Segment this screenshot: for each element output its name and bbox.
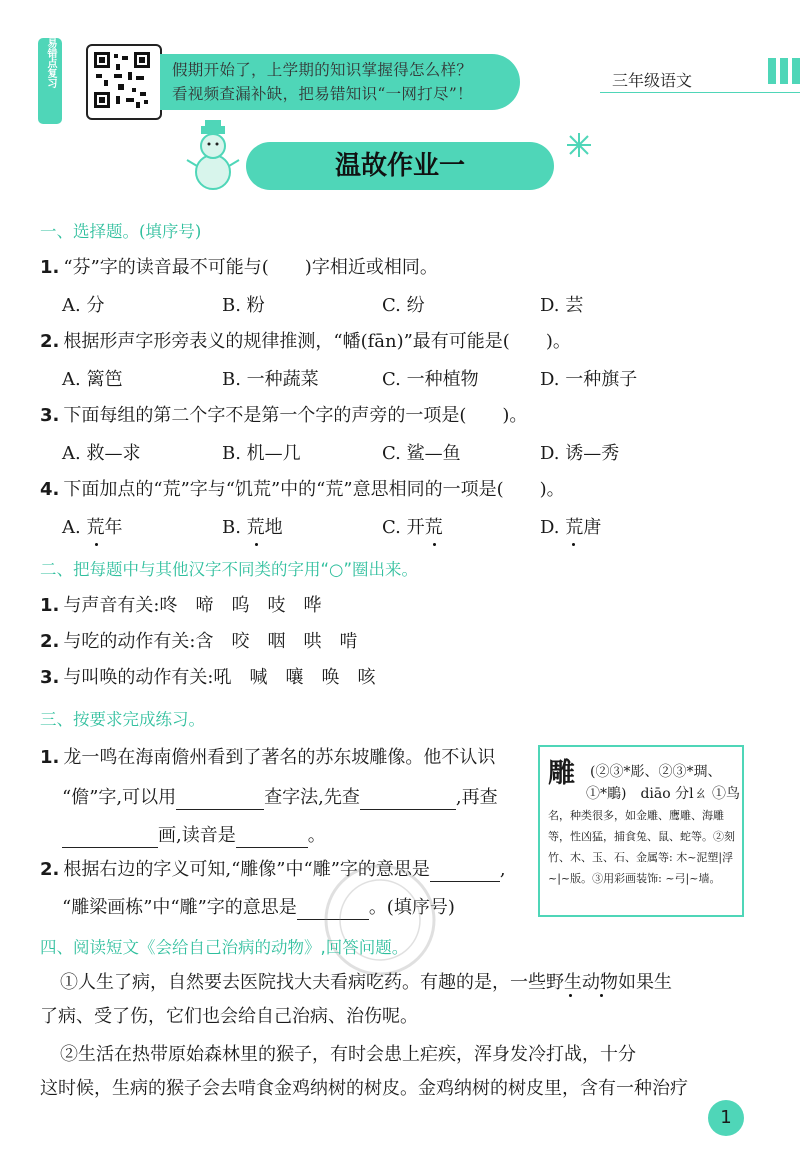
q2-option-d: D. 一种旗子 (540, 369, 638, 390)
dict-variants: (②③*彫、②③*琱、 (590, 764, 722, 780)
q1-option-a: A. 分 (62, 295, 105, 316)
emphasis-dot (572, 543, 575, 546)
section3-heading: 三、按要求完成练习。 (40, 710, 205, 729)
stamp-watermark (320, 860, 440, 980)
s3-q2-line1: 2. 根据右边的字义可知,“雕像”中“雕”字的意思是 , (40, 859, 506, 880)
question-4: 4. 下面加点的“荒”字与“饥荒”中的“荒”意思相同的一项是( )。 (40, 479, 565, 500)
dict-pinyin: ①*鵰) diāo 分lㄠ ①鸟 (586, 786, 741, 802)
side-tab: 易错点复习 (38, 38, 62, 124)
section1-heading: 一、选择题。(填序号) (40, 222, 202, 241)
snowman-icon (183, 120, 243, 192)
emphasis-dot (255, 543, 258, 546)
answer-blank[interactable] (430, 863, 500, 882)
banner-line1: 假期开始了，上学期的知识掌握得怎么样？ (172, 61, 473, 79)
passage-p1-line2: 了病、受了伤，它们也会给自己治病、治伤呢。 (40, 1006, 418, 1027)
emphasis-dot (95, 543, 98, 546)
s2-item-1: 1. 与声音有关:咚 啼 呜 吱 哗 (40, 595, 322, 616)
banner-line2: 看视频查漏补缺，把易错知识“一网打尽”！ (172, 85, 473, 103)
answer-blank[interactable] (62, 829, 158, 848)
s3-q2-line2: “雕梁画栋”中“雕”字的意思是 。(填序号) (62, 897, 455, 918)
q2-option-a: A. 篱笆 (62, 369, 123, 390)
emphasis-dot (600, 994, 603, 997)
passage-p1-line1: ①人生了病，自然要去医院找大夫看病吃药。有趣的是，一些野生动物如果生 (60, 972, 672, 993)
page-title: 温故作业一 (334, 151, 465, 181)
q2-option-c: C. 一种植物 (382, 369, 479, 390)
q3-option-c: C. 鲨—鱼 (382, 443, 461, 464)
q3-option-b: B. 机—几 (222, 443, 301, 464)
q3-option-d: D. 诱—秀 (540, 443, 620, 464)
page-number: 1 (708, 1100, 744, 1136)
q1-option-b: B. 粉 (222, 295, 265, 316)
s3-q1-line2: “儋”字,可以用 查字法,先查 ,再查 (62, 787, 498, 808)
grade-label: 三年级语文 (612, 71, 693, 90)
q1-option-d: D. 芸 (540, 295, 584, 316)
snowflake-icon (566, 132, 592, 158)
passage-p2-line2: 这时候，生病的猴子会去啃食金鸡纳树的树皮。金鸡纳树的树皮里，含有一种治疗 (40, 1078, 688, 1099)
answer-blank[interactable] (176, 791, 264, 810)
s3-q1-line1: 1. 龙一鸣在海南儋州看到了著名的苏东坡雕像。他不认识 (40, 747, 496, 768)
passage-p2-line1: ②生活在热带原始森林里的猴子，有时会患上疟疾，浑身发冷打战，十分 (60, 1044, 636, 1065)
q4-option-d: D. 荒唐 (540, 517, 602, 538)
q3-option-a: A. 救—求 (62, 443, 141, 464)
dict-definition: 名，种类很多，如金雕、鹰雕、海雕等，性凶猛，捕食兔、鼠、蛇等。②刻竹、木、玉、石、金属等: 木~泥塑|浮~|~版。③用彩画装饰: ~弓|~墙。 (548, 809, 735, 885)
s2-item-2: 2. 与吃的动作有关:含 咬 咽 哄 啃 (40, 631, 358, 652)
s2-item-3: 3. 与叫唤的动作有关:吼 喊 嚷 唤 咳 (40, 667, 376, 688)
s3-q1-line3: 画,读音是 。 (62, 824, 326, 848)
emphasis-dot (569, 994, 572, 997)
header-stripes (768, 58, 800, 84)
dictionary-entry (538, 745, 744, 917)
question-3: 3. 下面每组的第二个字不是第一个字的声旁的一项是( )。 (40, 405, 528, 426)
qr-code[interactable] (86, 44, 162, 120)
q4-option-c: C. 开荒 (382, 517, 443, 538)
dict-char: 雕 (548, 758, 575, 789)
header-divider (600, 92, 800, 93)
q2-option-b: B. 一种蔬菜 (222, 369, 319, 390)
q4-option-b: B. 荒地 (222, 517, 283, 538)
answer-blank[interactable] (360, 791, 456, 810)
section2-heading: 二、把每题中与其他汉字不同类的字用“○”圈出来。 (40, 560, 418, 579)
banner-text (172, 58, 522, 106)
answer-blank[interactable] (236, 829, 308, 848)
question-1: 1. “芬”字的读音最不可能与( )字相近或相同。 (40, 257, 438, 278)
q1-option-c: C. 纷 (382, 295, 425, 316)
emphasis-dot (433, 543, 436, 546)
section4-heading: 四、阅读短文《会给自己治病的动物》,回答问题。 (40, 938, 409, 957)
q4-option-a: A. 荒年 (62, 517, 123, 538)
question-2: 2. 根据形声字形旁表义的规律推测，“幡(fān)”最有可能是( )。 (40, 331, 571, 352)
